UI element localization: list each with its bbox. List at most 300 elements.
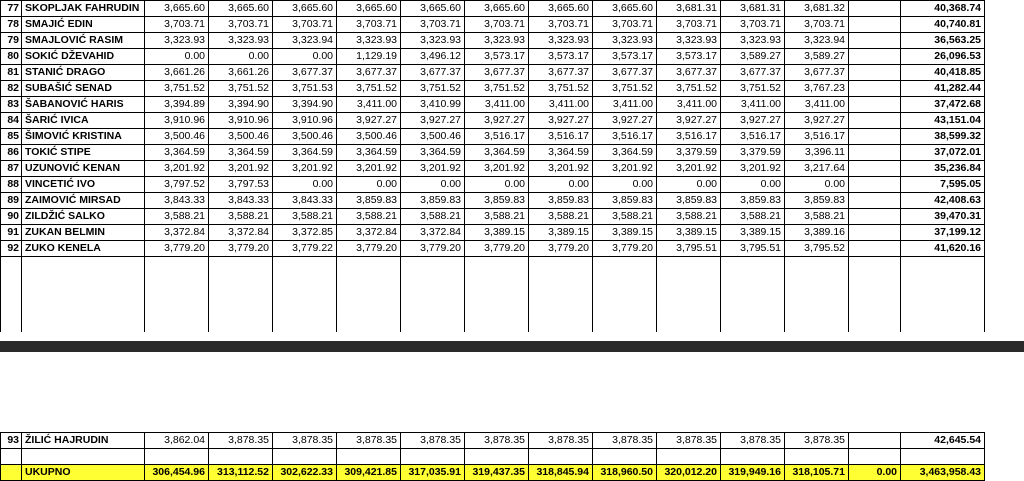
row-index: 92 [1,241,22,257]
amount-cell: 3,859.83 [721,193,785,209]
empty-cell [401,317,465,332]
empty-cell [785,287,849,302]
amount-cell: 3,364.59 [273,145,337,161]
amount-cell: 3,779.20 [145,241,209,257]
amount-cell: 3,661.26 [209,65,273,81]
empty-cell [465,287,529,302]
empty-row [1,287,985,302]
table-row [1,17,985,33]
amount-cell: 3,795.51 [657,241,721,257]
table-row [1,65,985,81]
amount-cell: 3,779.20 [209,241,273,257]
amount-cell [849,65,901,81]
table-row [1,433,985,449]
employee-name: ŠABANOVIĆ HARIS [22,97,145,113]
table-row [1,129,985,145]
amount-cell: 3,588.21 [401,209,465,225]
empty-row [1,272,985,287]
amount-cell: 0.00 [145,49,209,65]
amount-cell: 3,389.16 [785,225,849,241]
empty-cell [901,257,985,273]
empty-cell [849,317,901,332]
amount-cell: 0.00 [593,177,657,193]
amount-cell [849,1,901,17]
amount-cell: 3,878.35 [273,433,337,449]
amount-cell: 3,878.35 [209,433,273,449]
amount-cell: 3,500.46 [145,129,209,145]
amount-cell: 3,677.37 [657,65,721,81]
amount-cell: 3,201.92 [721,161,785,177]
empty-cell [721,449,785,465]
amount-cell: 3,665.60 [337,1,401,17]
amount-cell: 3,878.35 [337,433,401,449]
empty-cell [657,302,721,317]
amount-cell: 3,323.93 [145,33,209,49]
empty-cell [273,317,337,332]
amount-cell: 3,703.71 [337,17,401,33]
amount-cell: 319,437.35 [465,465,529,481]
amount-cell: 3,859.83 [529,193,593,209]
amount-cell: 3,201.92 [337,161,401,177]
empty-cell [401,287,465,302]
amount-cell: 3,588.21 [593,209,657,225]
amount-cell: 3,665.60 [145,1,209,17]
row-index: 84 [1,113,22,129]
table-row [1,49,985,65]
amount-cell [849,241,901,257]
amount-cell: 3,201.92 [273,161,337,177]
row-index [1,465,22,481]
row-total: 43,151.04 [901,113,985,129]
amount-cell: 3,323.93 [401,33,465,49]
empty-cell [465,302,529,317]
amount-cell: 3,379.59 [657,145,721,161]
amount-cell: 3,394.90 [209,97,273,113]
empty-cell [593,449,657,465]
amount-cell: 3,217.64 [785,161,849,177]
amount-cell: 3,878.35 [657,433,721,449]
empty-cell [529,287,593,302]
row-index: 86 [1,145,22,161]
amount-cell: 318,845.94 [529,465,593,481]
amount-cell: 3,323.94 [273,33,337,49]
employee-name: ŠIMOVIĆ KRISTINA [22,129,145,145]
row-index: 81 [1,65,22,81]
amount-cell: 3,779.20 [465,241,529,257]
table-row [1,145,985,161]
row-index: 88 [1,177,22,193]
amount-cell: 3,389.15 [657,225,721,241]
row-total: 42,645.54 [901,433,985,449]
amount-cell [849,97,901,113]
amount-cell: 3,677.37 [465,65,529,81]
amount-cell: 3,751.52 [209,81,273,97]
amount-cell: 3,677.37 [593,65,657,81]
empty-cell [465,272,529,287]
amount-cell: 3,751.52 [593,81,657,97]
amount-cell: 3,665.60 [593,1,657,17]
amount-cell: 3,364.59 [593,145,657,161]
amount-cell: 3,878.35 [465,433,529,449]
amount-cell: 3,389.15 [593,225,657,241]
employee-name: ZUKO KENELA [22,241,145,257]
empty-row [1,302,985,317]
amount-cell: 3,389.15 [721,225,785,241]
amount-cell: 3,665.60 [209,1,273,17]
amount-cell: 3,364.59 [401,145,465,161]
amount-cell: 3,411.00 [593,97,657,113]
row-index: 78 [1,17,22,33]
amount-cell: 3,859.83 [785,193,849,209]
employee-name: ZILDŽIĆ SALKO [22,209,145,225]
empty-cell [721,317,785,332]
row-index: 85 [1,129,22,145]
empty-cell [209,302,273,317]
amount-cell: 3,795.51 [721,241,785,257]
empty-cell [529,317,593,332]
empty-cell [849,257,901,273]
amount-cell: 3,573.17 [657,49,721,65]
amount-cell: 3,389.15 [529,225,593,241]
empty-cell [1,302,22,317]
employee-name: SUBAŠIĆ SENAD [22,81,145,97]
table-row [1,241,985,257]
employee-name: TOKIĆ STIPE [22,145,145,161]
employee-name: STANIĆ DRAGO [22,65,145,81]
amount-cell: 3,516.17 [785,129,849,145]
empty-cell [209,317,273,332]
amount-cell: 3,323.94 [785,33,849,49]
amount-cell: 3,500.46 [337,129,401,145]
amount-cell: 3,859.83 [337,193,401,209]
amount-cell [849,113,901,129]
amount-cell: 3,389.15 [465,225,529,241]
empty-cell [721,272,785,287]
row-total: 37,072.01 [901,145,985,161]
amount-cell: 0.00 [721,177,785,193]
amount-cell: 3,843.33 [145,193,209,209]
amount-cell: 3,859.83 [465,193,529,209]
salary-table-bottom [0,432,985,481]
amount-cell: 3,372.84 [145,225,209,241]
empty-cell [401,449,465,465]
empty-cell [529,272,593,287]
empty-cell [465,449,529,465]
amount-cell: 317,035.91 [401,465,465,481]
empty-cell [337,302,401,317]
amount-cell: 3,751.52 [337,81,401,97]
employee-name: ŠARIĆ IVICA [22,113,145,129]
empty-cell [785,449,849,465]
amount-cell: 3,323.93 [593,33,657,49]
empty-cell [401,272,465,287]
empty-cell [849,449,901,465]
amount-cell [849,209,901,225]
amount-cell: 3,323.93 [721,33,785,49]
empty-cell [785,257,849,273]
amount-cell: 3,843.33 [273,193,337,209]
employee-name: ZAIMOVIĆ MIRSAD [22,193,145,209]
empty-cell [593,257,657,273]
empty-cell [657,317,721,332]
amount-cell: 3,779.20 [337,241,401,257]
empty-row [1,257,985,273]
amount-cell: 0.00 [401,177,465,193]
empty-cell [1,317,22,332]
amount-cell: 3,323.93 [465,33,529,49]
amount-cell: 3,910.96 [209,113,273,129]
empty-cell [273,287,337,302]
amount-cell: 3,573.17 [593,49,657,65]
empty-cell [465,317,529,332]
table-row [1,225,985,241]
amount-cell [849,145,901,161]
amount-cell: 3,878.35 [401,433,465,449]
row-index: 83 [1,97,22,113]
amount-cell: 3,677.37 [273,65,337,81]
empty-cell [465,257,529,273]
empty-cell [337,257,401,273]
amount-cell: 3,411.00 [529,97,593,113]
employee-name: SMAJIĆ EDIN [22,17,145,33]
amount-cell: 3,859.83 [593,193,657,209]
amount-cell: 3,588.21 [721,209,785,225]
empty-cell [593,272,657,287]
row-index: 93 [1,433,22,449]
amount-cell: 3,779.22 [273,241,337,257]
page-divider [0,341,1024,352]
amount-cell: 3,364.59 [145,145,209,161]
empty-cell [337,272,401,287]
empty-cell [901,272,985,287]
row-index: 77 [1,1,22,17]
total-label: UKUPNO [22,465,145,481]
amount-cell: 3,927.27 [721,113,785,129]
amount-cell: 3,201.92 [593,161,657,177]
row-total: 42,408.63 [901,193,985,209]
amount-cell: 3,681.31 [657,1,721,17]
empty-cell [22,257,145,273]
amount-cell: 3,797.52 [145,177,209,193]
amount-cell: 3,588.21 [785,209,849,225]
empty-cell [901,449,985,465]
amount-cell: 3,496.12 [401,49,465,65]
amount-cell: 3,364.59 [337,145,401,161]
amount-cell: 3,516.17 [657,129,721,145]
amount-cell: 3,364.59 [209,145,273,161]
empty-cell [273,449,337,465]
table-row [1,97,985,113]
amount-cell: 3,588.21 [145,209,209,225]
row-total: 39,470.31 [901,209,985,225]
row-total: 41,620.16 [901,241,985,257]
amount-cell: 3,703.71 [529,17,593,33]
row-index: 79 [1,33,22,49]
amount-cell: 3,779.20 [593,241,657,257]
empty-cell [337,449,401,465]
amount-cell: 3,323.93 [337,33,401,49]
amount-cell: 3,396.11 [785,145,849,161]
amount-cell: 0.00 [529,177,593,193]
amount-cell: 306,454.96 [145,465,209,481]
amount-cell: 3,379.59 [721,145,785,161]
empty-cell [145,287,209,302]
amount-cell: 3,681.31 [721,1,785,17]
empty-cell [901,317,985,332]
amount-cell: 3,859.83 [401,193,465,209]
empty-cell [785,302,849,317]
employee-name: ZUKAN BELMIN [22,225,145,241]
row-index: 90 [1,209,22,225]
table-row [1,177,985,193]
amount-cell [849,193,901,209]
amount-cell: 3,665.60 [465,1,529,17]
amount-cell: 3,751.53 [273,81,337,97]
empty-cell [1,257,22,273]
amount-cell: 3,927.27 [657,113,721,129]
empty-cell [657,287,721,302]
amount-cell: 3,927.27 [401,113,465,129]
empty-cell [145,272,209,287]
empty-cell [901,287,985,302]
amount-cell: 0.00 [273,49,337,65]
employee-name: VINCETIĆ IVO [22,177,145,193]
amount-cell: 3,797.53 [209,177,273,193]
empty-cell [209,272,273,287]
amount-cell: 3,573.17 [465,49,529,65]
amount-cell: 3,677.37 [337,65,401,81]
amount-cell: 3,500.46 [209,129,273,145]
amount-cell: 3,927.27 [785,113,849,129]
amount-cell [849,225,901,241]
amount-cell: 3,779.20 [401,241,465,257]
amount-cell: 0.00 [337,177,401,193]
row-index: 82 [1,81,22,97]
amount-cell: 3,910.96 [273,113,337,129]
empty-cell [849,287,901,302]
employee-name: SOKIĆ DŽEVAHID [22,49,145,65]
amount-cell: 3,201.92 [209,161,273,177]
amount-cell: 3,516.17 [529,129,593,145]
row-total: 35,236.84 [901,161,985,177]
amount-cell: 3,677.37 [401,65,465,81]
row-index: 80 [1,49,22,65]
amount-cell [849,433,901,449]
employee-name: ŽILIĆ HAJRUDIN [22,433,145,449]
amount-cell: 3,927.27 [465,113,529,129]
amount-cell: 3,588.21 [465,209,529,225]
table-row [1,209,985,225]
amount-cell: 3,201.92 [401,161,465,177]
amount-cell: 3,411.00 [337,97,401,113]
amount-cell: 3,795.52 [785,241,849,257]
empty-cell [273,272,337,287]
amount-cell: 3,677.37 [721,65,785,81]
row-total: 40,740.81 [901,17,985,33]
row-total: 37,199.12 [901,225,985,241]
amount-cell [849,161,901,177]
amount-cell: 3,665.60 [401,1,465,17]
amount-cell: 3,859.83 [657,193,721,209]
empty-cell [849,302,901,317]
amount-cell: 3,703.71 [593,17,657,33]
employee-name: SMAJLOVIĆ RASIM [22,33,145,49]
empty-row [1,317,985,332]
amount-cell: 318,960.50 [593,465,657,481]
amount-cell: 3,201.92 [529,161,593,177]
amount-cell: 3,843.33 [209,193,273,209]
amount-cell: 3,364.59 [465,145,529,161]
empty-cell [529,257,593,273]
amount-cell: 3,364.59 [529,145,593,161]
empty-cell [785,317,849,332]
amount-cell [849,49,901,65]
amount-cell: 3,588.21 [657,209,721,225]
amount-cell: 3,516.17 [593,129,657,145]
empty-cell [209,287,273,302]
amount-cell: 3,411.00 [657,97,721,113]
amount-cell: 3,411.00 [785,97,849,113]
amount-cell: 3,394.89 [145,97,209,113]
amount-cell: 318,105.71 [785,465,849,481]
table-row [1,1,985,17]
amount-cell: 3,751.52 [401,81,465,97]
employee-name: UZUNOVIĆ KENAN [22,161,145,177]
table-row [1,161,985,177]
amount-cell: 0.00 [849,465,901,481]
amount-cell: 3,588.21 [529,209,593,225]
amount-cell: 3,665.60 [273,1,337,17]
empty-cell [273,302,337,317]
row-total: 40,368.74 [901,1,985,17]
amount-cell: 3,677.37 [529,65,593,81]
empty-cell [1,287,22,302]
amount-cell: 3,372.85 [273,225,337,241]
row-total: 41,282.44 [901,81,985,97]
amount-cell: 3,410.99 [401,97,465,113]
amount-cell [849,129,901,145]
amount-cell: 3,767.23 [785,81,849,97]
row-index: 87 [1,161,22,177]
table-row [1,33,985,49]
empty-cell [145,257,209,273]
amount-cell: 3,411.00 [721,97,785,113]
empty-cell [401,257,465,273]
empty-cell [593,287,657,302]
amount-cell: 1,129.19 [337,49,401,65]
empty-cell [145,449,209,465]
empty-cell [529,302,593,317]
row-total: 7,595.05 [901,177,985,193]
amount-cell: 3,661.26 [145,65,209,81]
amount-cell: 3,927.27 [337,113,401,129]
amount-cell: 3,878.35 [785,433,849,449]
empty-cell [209,257,273,273]
amount-cell: 3,703.71 [401,17,465,33]
amount-cell: 3,878.35 [529,433,593,449]
table-row [1,193,985,209]
empty-cell [22,272,145,287]
empty-cell [22,449,145,465]
table-row [1,113,985,129]
amount-cell: 0.00 [657,177,721,193]
amount-cell: 3,910.96 [145,113,209,129]
empty-cell [1,272,22,287]
empty-row [1,449,985,465]
amount-cell: 3,878.35 [593,433,657,449]
amount-cell: 320,012.20 [657,465,721,481]
amount-cell: 3,703.71 [465,17,529,33]
